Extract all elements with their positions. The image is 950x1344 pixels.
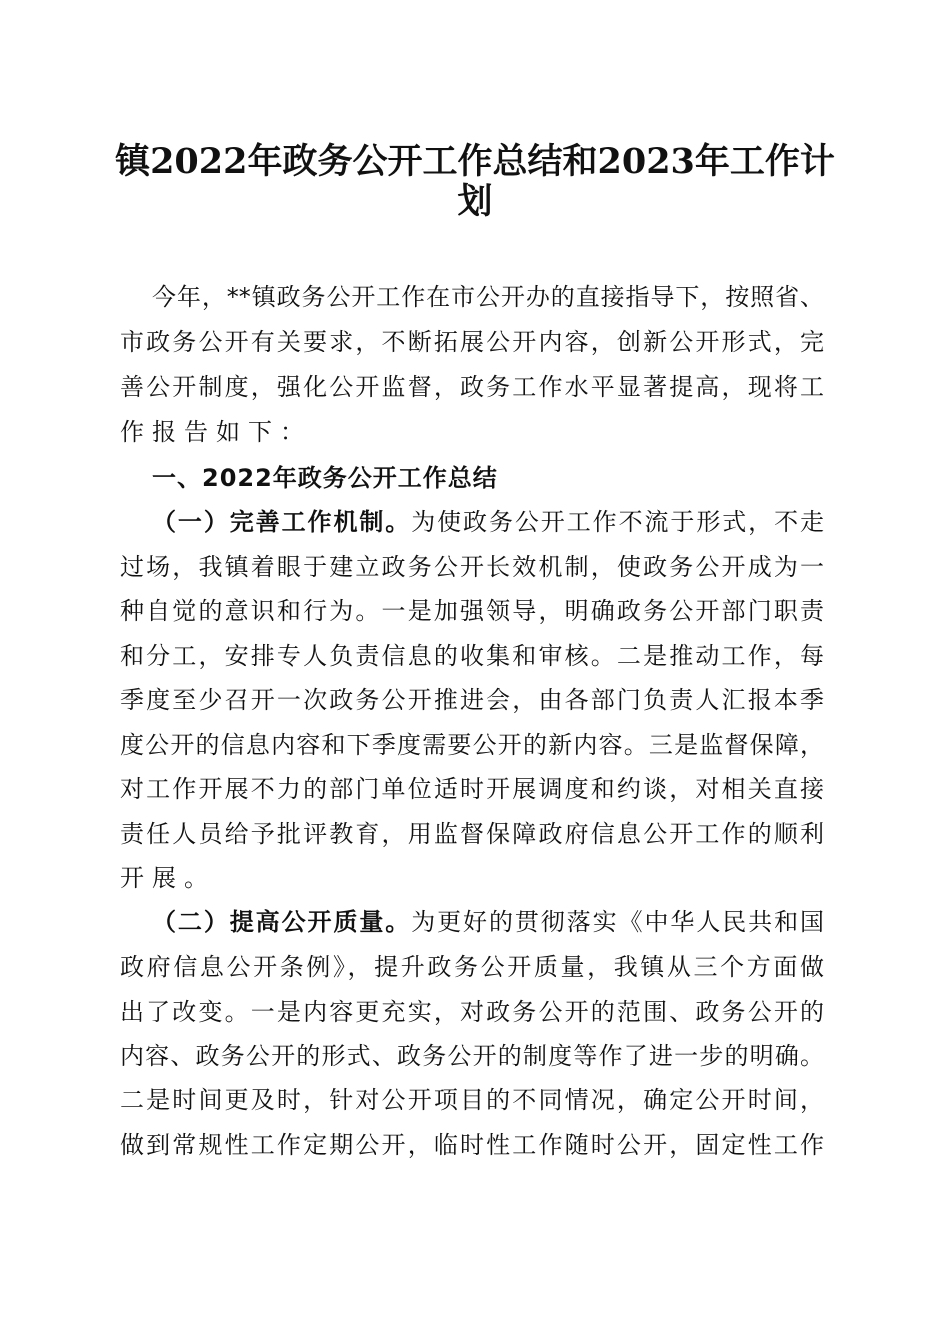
text-line: 度公开的信息内容和下季度需要公开的新内容。三是监督保障， [120, 731, 824, 759]
text-line: 季度至少召开一次政务公开推进会，由各部门负责人汇报本季 [120, 686, 824, 714]
text-line: 善公开制度，强化公开监督，政务工作水平显著提高，现将工 [120, 373, 824, 401]
text-line: 责任人员给予批评教育，用监督保障政府信息公开工作的顺利 [120, 820, 824, 848]
document-title-line-2: 划 [457, 181, 493, 222]
text-line: 政府信息公开条例》，提升政务公开质量，我镇从三个方面做 [120, 953, 824, 981]
subsection-heading: （一）完善工作机制。 [152, 508, 412, 536]
text-line: 作报告如下： [120, 418, 312, 446]
text-line [152, 507, 824, 537]
text-line: 做到常规性工作定期公开，临时性工作随时公开，固定性工作 [120, 1131, 824, 1159]
subsection-heading: （二）提高公开质量。 [152, 908, 412, 936]
text-line: 二是时间更及时，针对公开项目的不同情况，确定公开时间， [120, 1086, 824, 1114]
text-line: 内容、政务公开的形式、政务公开的制度等作了进一步的明确。 [120, 1042, 824, 1070]
text-line: 种自觉的意识和行为。一是加强领导，明确政务公开部门职责 [120, 597, 824, 625]
text-line: 和分工，安排专人负责信息的收集和审核。二是推动工作，每 [120, 642, 824, 670]
section-heading: 一、2022年政务公开工作总结 [152, 464, 498, 492]
text-line: 过场，我镇着眼于建立政务公开长效机制，使政务公开成为一 [120, 553, 824, 581]
text-line: 今年，**镇政务公开工作在市公开办的直接指导下，按照省、 [152, 283, 824, 311]
text-fragment: 为使政务公开工作不流于形式，不走 [411, 508, 825, 536]
text-line: 开展。 [120, 864, 216, 892]
text-fragment: 为更好的贯彻落实《中华人民共和国 [411, 908, 825, 936]
text-line [152, 907, 824, 937]
text-line: 对工作开展不力的部门单位适时开展调度和约谈，对相关直接 [120, 775, 824, 803]
document-title-line-1: 镇2022年政务公开工作总结和2023年工作计 [115, 141, 835, 182]
text-line: 市政务公开有关要求，不断拓展公开内容，创新公开形式，完 [120, 328, 824, 356]
text-line: 出了改变。一是内容更充实，对政务公开的范围、政务公开的 [120, 998, 824, 1026]
